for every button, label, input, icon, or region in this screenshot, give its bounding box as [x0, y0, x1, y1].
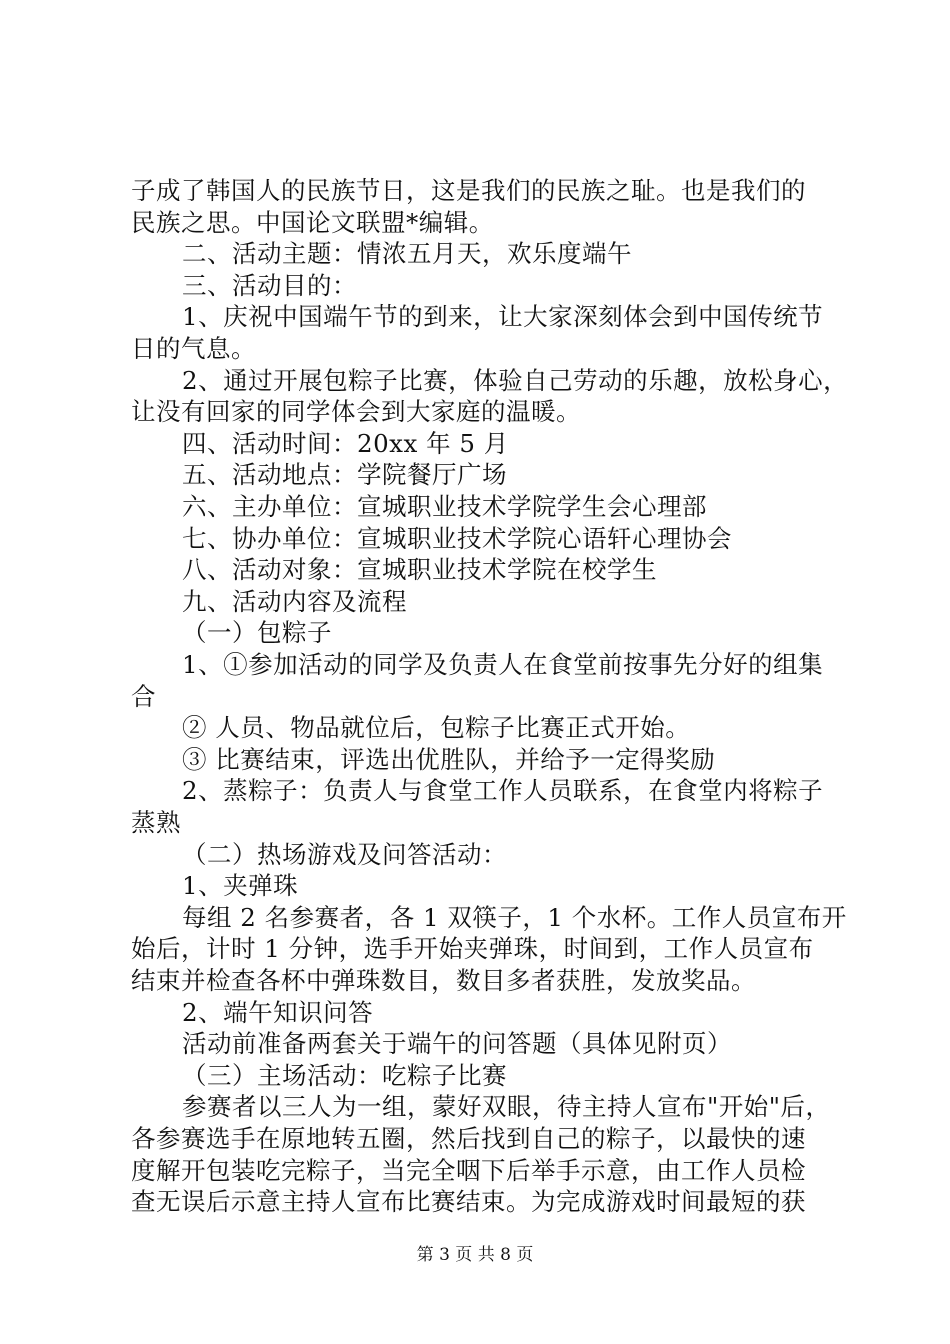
paragraph-line: 五、活动地点：学院餐厅广场: [182, 460, 507, 490]
paragraph-line: 每组 2 名参赛者，各 1 双筷子，1 个水杯。工作人员宣布开: [182, 902, 847, 932]
paragraph-line: 1、①参加活动的同学及负责人在食堂前按事先分好的组集: [182, 650, 824, 679]
paragraph-line: ② 人员、物品就位后，包粽子比赛正式开始。: [182, 713, 691, 743]
paragraph-line: ③ 比赛结束，评选出优胜队，并给予一定得奖励: [182, 744, 716, 774]
paragraph-line: 1、庆祝中国端午节的到来，让大家深刻体会到中国传统节: [182, 302, 824, 332]
paragraph-line: （一）包粽子: [182, 618, 332, 648]
paragraph-line: 活动前准备两套关于端午的问答题（具体见附页）: [182, 1029, 732, 1059]
paragraph-line: 七、协办单位：宣城职业技术学院心语轩心理协会: [182, 523, 732, 553]
paragraph-line: 度解开包装吃完粽子，当完全咽下后举手示意，由工作人员检: [131, 1155, 806, 1185]
paragraph-line: 九、活动内容及流程: [182, 586, 407, 616]
paragraph-line: 始后，计时 1 分钟，选手开始夹弹珠，时间到，工作人员宣布: [131, 934, 814, 964]
paragraph-line: 2、通过开展包粽子比赛，体验自己劳动的乐趣，放松身心，: [182, 365, 849, 395]
paragraph-line: 1、夹弹珠: [182, 871, 299, 901]
paragraph-line: 2、端午知识问答: [182, 997, 374, 1027]
paragraph-line: 日的气息。: [131, 334, 256, 363]
paragraph-line: 结束并检查各杯中弹珠数目，数目多者获胜，发放奖品。: [131, 966, 756, 995]
paragraph-line: 查无误后示意主持人宣布比赛结束。为完成游戏时间最短的获: [131, 1187, 806, 1217]
paragraph-line: 蒸熟: [131, 808, 181, 837]
paragraph-line: 参赛者以三人为一组，蒙好双眼，待主持人宣布"开始"后，: [182, 1092, 831, 1122]
paragraph-line: 子成了韩国人的民族节日，这是我们的民族之耻。也是我们的: [131, 176, 806, 205]
paragraph-line: 二、活动主题：情浓五月天，欢乐度端午: [182, 239, 632, 269]
page-number-footer: 第 3 页 共 8 页: [416, 1245, 534, 1265]
paragraph-line: 各参赛选手在原地转五圈，然后找到自己的粽子，以最快的速: [131, 1124, 806, 1153]
paragraph-line: 三、活动目的：: [182, 270, 357, 300]
paragraph-line: 合: [131, 681, 156, 711]
paragraph-line: 八、活动对象：宣城职业技术学院在校学生: [182, 555, 657, 585]
paragraph-line: 四、活动时间：20xx 年 5 月: [182, 428, 509, 458]
paragraph-line: （二）热场游戏及问答活动：: [182, 839, 507, 869]
paragraph-line: 2、蒸粽子：负责人与食堂工作人员联系，在食堂内将粽子: [182, 776, 824, 806]
paragraph-line: 民族之思。中国论文联盟*编辑。: [131, 207, 494, 237]
paragraph-line: （三）主场活动：吃粽子比赛: [182, 1060, 507, 1090]
paragraph-line: 让没有回家的同学体会到大家庭的温暖。: [131, 397, 581, 427]
paragraph-line: 六、主办单位：宣城职业技术学院学生会心理部: [182, 492, 707, 521]
